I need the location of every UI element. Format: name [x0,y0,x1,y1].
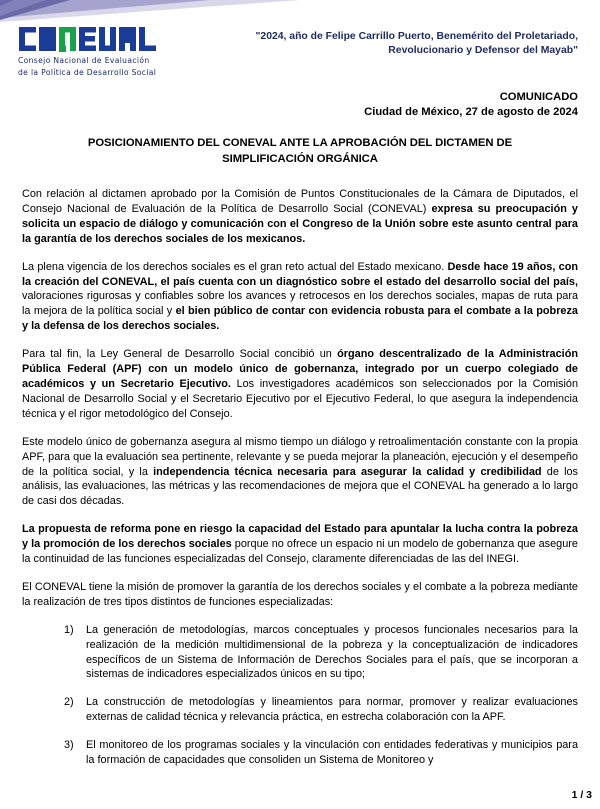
comunicado-label: COMUNICADO [499,91,578,103]
list-item-text: La generación de metodologías, marcos conceptuales y procesos funcionales necesarios para la realización de la medición multidimensional de la pobreza y la conceptualización de indicadores específicos de un Sistema de Información de Derechos Sociales para el país, que se incorporan a sistemas de indicadores especializados únicos en su tipo; [86,623,578,681]
year-slogan-line2: Revolucionario y Defensor del Mayab" [388,44,578,56]
body-paragraph [22,260,578,335]
logo-subtitle-line2: de la Política de Desarrollo Social [18,67,157,77]
paragraph-run: Este modelo único de gobernanza asegura al mismo tiempo un diálogo y retroalimentación constante con la propia APF, para que la evaluación sea pertinente, relevante y se pueda mejorar la planeación, ejecución y el desempeño de la política social, y la [22,435,578,478]
paragraph-container [22,187,578,610]
comunicado-block [16,90,584,120]
paragraph-run: porque no ofrece un espacio ni un modelo de gobernanza que asegure la continuidad de las funciones especializadas del Consejo, claramente diferenciadas de las del INEGI. [22,538,578,566]
year-slogan-line1: "2024, año de Felipe Carrillo Puerto, Benemérito del Proletariado, [255,31,578,42]
paragraph-run-bold: órgano descentralizado de la Administración Pública Federal (APF) con un modelo único de gobernanza, integrado por un cuerpo colegiado de académicos y un Secretario Ejecutivo. [22,348,579,390]
coneval-wordmark-icon [18,24,158,54]
document-body [16,187,584,768]
paragraph-run-bold: expresa su preocupación y solicita un espacio de diálogo y comunicación con el Congreso de la Unión sobre este asunto central para la garantía de los derechos sociales de los mexicanos. [22,202,578,245]
paragraph-run: El CONEVAL tiene la misión de promover la garantía de los derechos sociales y el combate a la pobreza mediante la realización de tres tipos distintos de funciones especializadas: [22,580,578,608]
list-item-text: El monitoreo de los programas sociales y la vinculación con entidades federativas y municipios para la formación de capacidades que consoliden un Sistema de Monitoreo y [86,739,578,767]
paragraph-run: de los análisis, las evaluaciones, las métricas y las recomendaciones de mejora que el CONEVAL ha generado a lo largo de casi dos décadas. [22,465,579,508]
page-title-line1: POSICIONAMIENTO DEL CONEVAL ANTE LA APROBACIÓN DEL DICTAMEN DE [87,137,513,149]
list-item [64,623,578,683]
logo-subtitle-line1: Consejo Nacional de Evaluación [18,56,150,65]
body-paragraph [22,187,578,247]
document-header [16,0,584,77]
list-item [64,738,578,768]
paragraph-run-bold: La propuesta de reforma pone en riesgo la capacidad del Estado para apuntalar la lucha contra la pobreza y la promoción de los derechos sociales [22,523,578,551]
coneval-logo [16,24,198,77]
paragraph-run: Con relación al dictamen aprobado por la Comisión de Puntos Constitucionales de la Cámara de Diputados, el Consejo Nacional de Evaluación de la Política de Desarrollo Social (CONEVAL) [22,188,578,215]
paragraph-run: Los investigadores académicos son seleccionados por la Comisión Nacional de Desarrollo Social y el Secretario Ejecutivo por el Ejecutivo Federal, lo que asegura la independencia técnica y el rigor metodológico del Consejo. [22,377,579,420]
specialized-functions-list [22,623,578,768]
paragraph-run-bold: el bien público de contar con evidencia robusta para el combate a la pobreza y la defensa de los derechos sociales. [22,305,578,333]
page-title-line2: SIMPLIFICACIÓN ORGÁNICA [222,152,378,165]
comunicado-place-date: Ciudad de México, 27 de agosto de 2024 [364,106,578,118]
paragraph-run: Para tal fin, la Ley General de Desarrollo Social concibió un [22,348,338,361]
paragraph-run-bold: independencia técnica necesaria para asegurar la calidad y credibilidad [153,465,547,478]
list-item-text: La construcción de metodologías y lineamientos para normar, promover y realizar evaluaciones externas de calidad técnica y relevancia práctica, en estrecha colaboración con la APF. [86,696,578,724]
list-item-marker: 2) [64,696,74,709]
list-item-marker: 1) [64,623,74,636]
body-paragraph [22,435,578,510]
page-counter: 1 / 3 [571,789,592,801]
list-item-marker: 3) [64,739,74,752]
body-paragraph [22,347,578,422]
page-title [16,136,584,167]
paragraph-run: valoraciones rigurosas y confiables sobre los avances y retrocesos en los derechos sociales, mapas de ruta para la mejora de la política social y [22,290,578,318]
body-paragraph [22,522,578,567]
body-paragraph [22,580,578,610]
year-slogan [198,24,584,57]
list-item [64,695,578,725]
paragraph-run-bold: Desde hace 19 años, con la creación del CONEVAL, el país cuenta con un diagnóstico sobre el estado del desarrollo social del país, [22,260,578,288]
paragraph-run: La plena vigencia de los derechos sociales es el gran reto actual del Estado mexicano. [22,260,448,273]
